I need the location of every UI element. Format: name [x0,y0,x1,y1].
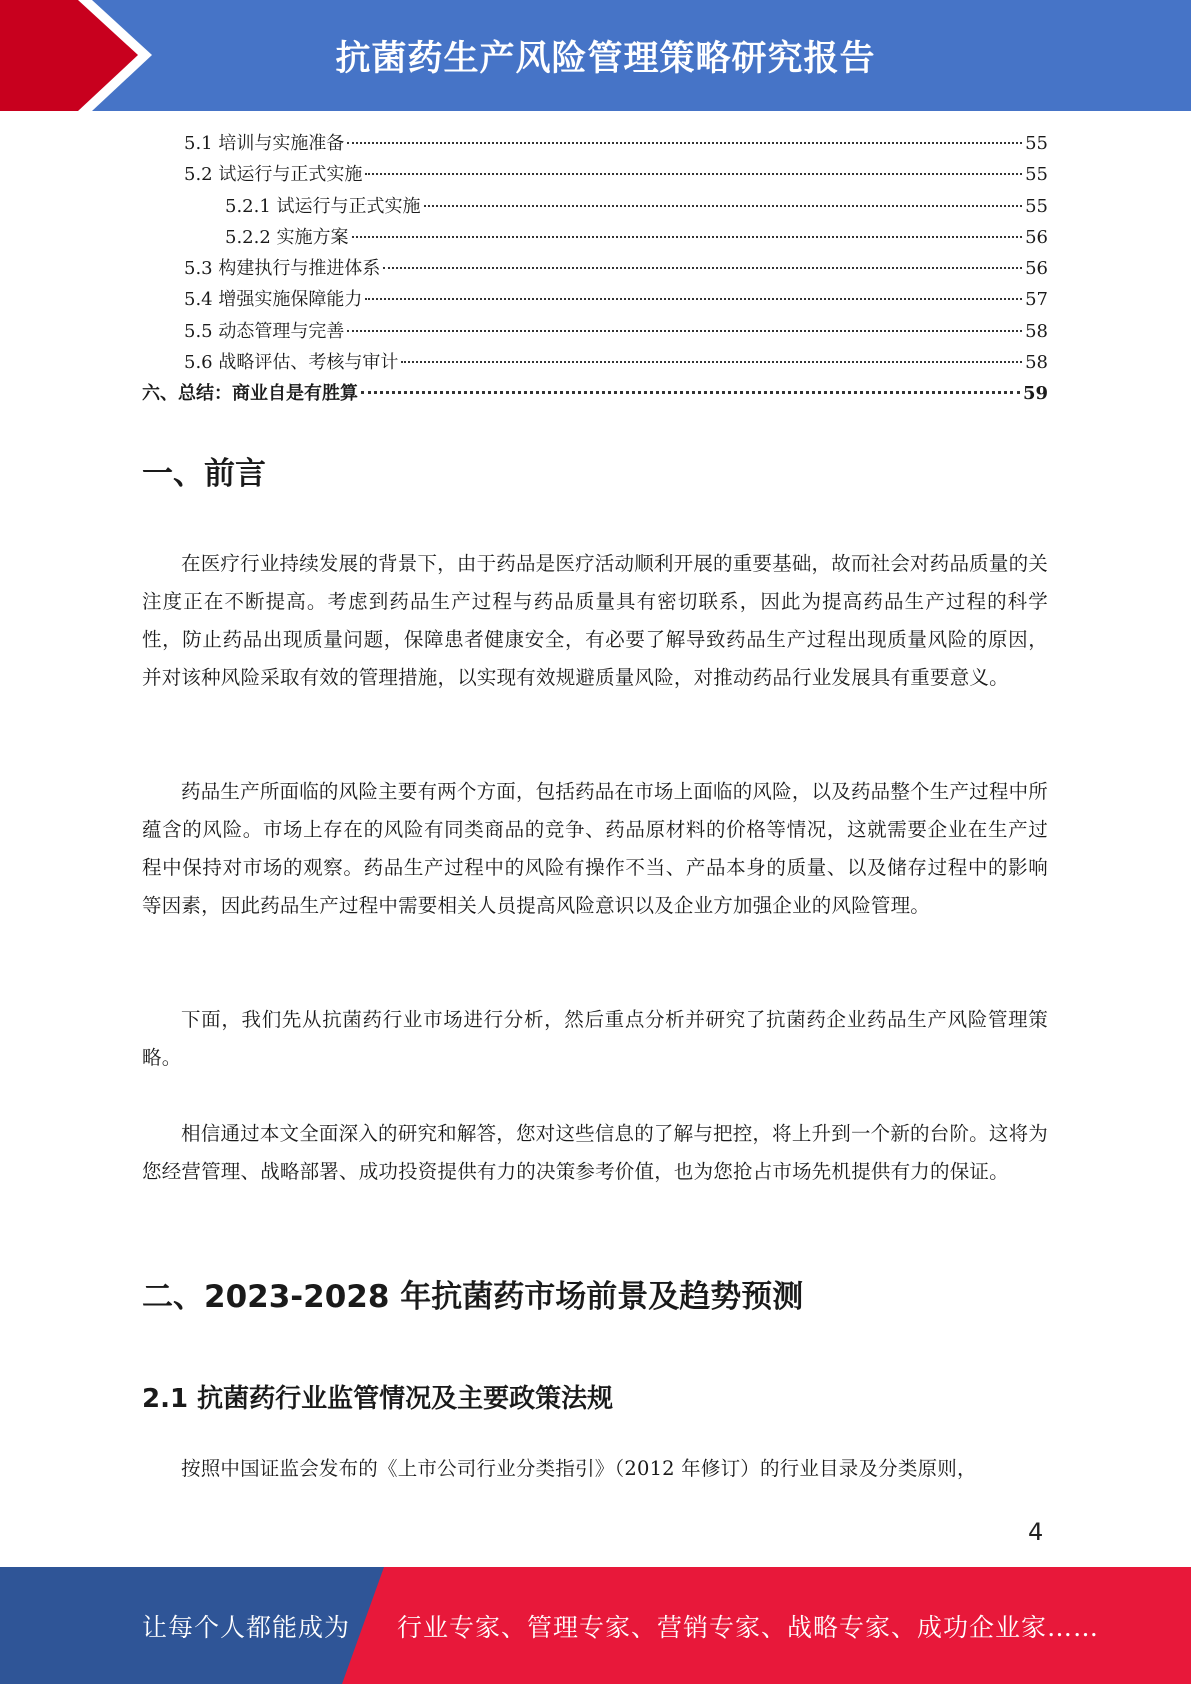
toc-dot-leader [352,236,1023,238]
toc-dot-leader [365,298,1022,300]
toc-entry-page: 56 [1025,258,1048,280]
toc-entry-label: 5.3 构建执行与推进体系 [184,258,381,280]
toc-dot-leader [361,391,1020,394]
toc-entry-label: 5.2 试运行与正式实施 [184,164,363,186]
toc-entry[interactable] [142,253,1048,284]
market-heading: 二、2023-2028 年抗菌药市场前景及趋势预测 [142,1279,804,1315]
table-of-contents [142,128,1048,410]
toc-entry[interactable] [142,222,1048,253]
toc-entry[interactable] [142,128,1048,159]
toc-entry-page: 57 [1025,289,1048,311]
toc-dot-leader [347,330,1022,332]
toc-entry-page: 59 [1022,383,1048,405]
preface-paragraph-4: 相信通过本文全面深入的研究和解答，您对这些信息的了解与把控，将上升到一个新的台阶。这将为您经营管理、战略部署、成功投资提供有力的决策参考价值，也为您抢占市场先机提供有力的保证。 [142,1122,1048,1183]
toc-entry-page: 58 [1025,352,1048,374]
header-banner [0,0,1191,111]
toc-entry-label: 5.1 培训与实施准备 [184,133,345,154]
toc-entry-page: 55 [1025,133,1048,154]
footer-slogan-left: 让每个人都能成为 [142,1612,351,1642]
page-number: 4 [1028,1518,1044,1546]
toc-entry[interactable] [142,159,1048,190]
toc-entry[interactable] [142,284,1048,315]
regulation-paragraph: 按照中国证监会发布的《上市公司行业分类指引》（2012 年修订）的行业目录及分类原则， [181,1457,977,1480]
toc-dot-leader [347,142,1022,144]
toc-entry[interactable] [142,347,1048,378]
toc-entry-label: 5.2.2 实施方案 [225,226,349,248]
footer-banner [0,1567,1191,1684]
toc-entry-page: 58 [1025,320,1048,342]
toc-entry[interactable] [142,316,1048,347]
toc-entry-label: 5.5 动态管理与完善 [184,320,345,342]
toc-entry-label: 六、总结：商业自是有胜算 [142,383,358,405]
toc-entry[interactable] [142,378,1048,409]
toc-entry-page: 55 [1025,195,1048,217]
toc-dot-leader [401,361,1022,363]
toc-entry-page: 55 [1025,164,1048,186]
toc-entry-label: 5.4 增强实施保障能力 [184,289,363,311]
preface-paragraph-3: 下面，我们先从抗菌药行业市场进行分析，然后重点分析并研究了抗菌药企业药品生产风险管理策略。 [142,1008,1048,1069]
report-title: 抗菌药生产风险管理策略研究报告 [335,38,876,79]
preface-heading: 一、前言 [142,456,266,492]
toc-entry[interactable] [142,191,1048,222]
preface-paragraph-2: 药品生产所面临的风险主要有两个方面，包括药品在市场上面临的风险，以及药品整个生产过程中所蕴含的风险。市场上存在的风险有同类商品的竞争、药品原材料的价格等情况，这就需要企业在生产过程中保持对市场的观察。药品生产过程中的风险有操作不当、产品本身的质量、以及储存过程中的影响等因素，因此药品生产过程中需要相关人员提高风险意识以及企业方加强企业的风险管理。 [142,780,1048,917]
preface-paragraph-1: 在医疗行业持续发展的背景下，由于药品是医疗活动顺利开展的重要基础，故而社会对药品质量的关注度正在不断提高。考虑到药品生产过程与药品质量具有密切联系，因此为提高药品生产过程的科学性，防止药品出现质量问题，保障患者健康安全，有必要了解导致药品生产过程出现质量风险的原因，并对该种风险采取有效的管理措施，以实现有效规避质量风险，对推动药品行业发展具有重要意义。 [142,552,1048,689]
regulation-subheading: 2.1 抗菌药行业监管情况及主要政策法规 [142,1384,614,1414]
footer-slogan-right: 行业专家、管理专家、营销专家、战略专家、成功企业家…… [397,1612,1100,1642]
toc-dot-leader [424,205,1023,207]
toc-dot-leader [365,173,1022,175]
toc-entry-page: 56 [1025,226,1048,248]
toc-entry-label: 5.2.1 试运行与正式实施 [225,195,421,217]
toc-entry-label: 5.6 战略评估、考核与审计 [184,352,399,374]
toc-dot-leader [383,267,1022,269]
